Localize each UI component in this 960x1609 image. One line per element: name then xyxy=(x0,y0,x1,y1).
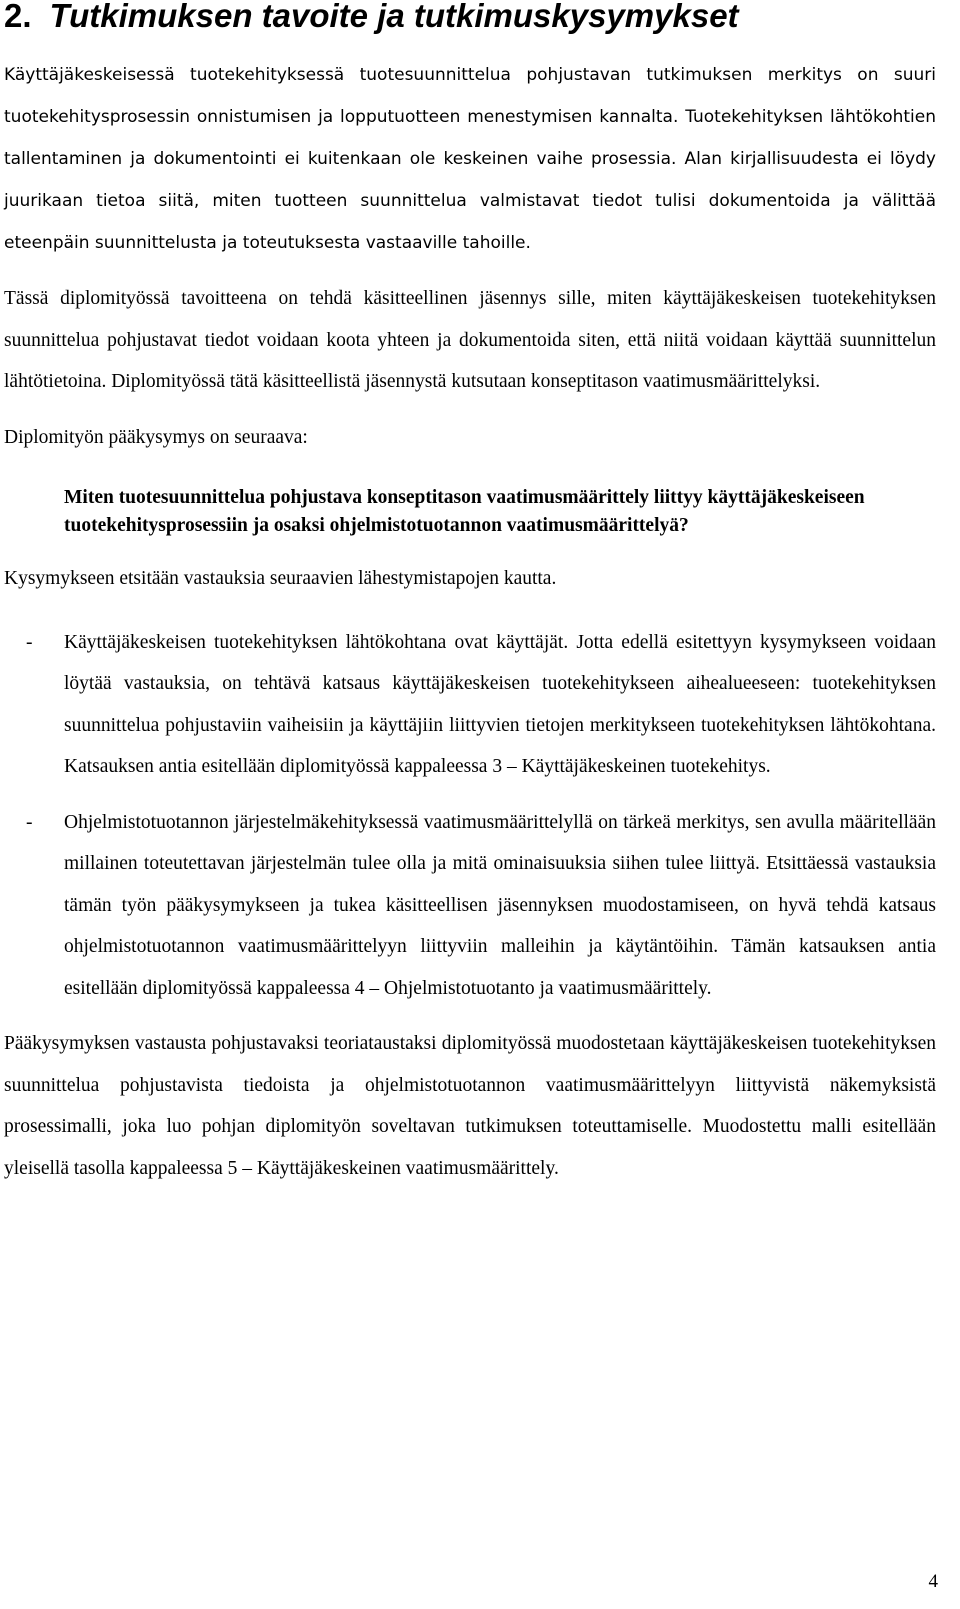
list-marker: - xyxy=(26,811,33,833)
list-item xyxy=(4,622,936,788)
paragraph-intro: Käyttäjäkeskeisessä tuotekehityksessä tuotesuunnittelua pohjustavan tutkimuksen merkitys on suuri tuotekehitysprosessin onnistumisen ja lopputuotteen menestymisen kannalta. Tuotekehityksen lähtökohtien tallentaminen ja dokumentointi ei kuitenkaan ole keskeinen vaihe prosessia. Alan kirjallisuudesta ei löydy juurikaan tietoa siitä, miten tuotteen suunnittelua valmistavat tiedot tulisi dokumentoida ja välittää eteenpäin suunnittelusta ja toteutuksesta vastaaville tahoille. xyxy=(4,65,936,253)
research-question: Miten tuotesuunnittelua pohjustava konseptitason vaatimusmäärittely liittyy käyttäjäkeskeiseen tuotekehitysprosessiin ja osaksi ohjelmistotuotannon vaatimusmäärittelyä? xyxy=(64,487,865,536)
list-item xyxy=(4,802,936,1010)
paragraph-goal: Tässä diplomityössä tavoitteena on tehdä käsitteellinen jäsennys sille, miten käyttäjäkeskeisen tuotekehityksen suunnittelua pohjustavat tiedot voidaan koota yhteen ja dokumentoida siten, että niitä voidaan käyttää suunnittelun lähtötietoina. Diplomityössä tätä käsitteellistä jäsennystä kutsutaan konseptitason vaatimusmäärittelyksi. xyxy=(4,288,936,392)
approach-list xyxy=(4,622,936,1010)
spacer xyxy=(4,403,936,417)
paragraph-theory: Pääkysymyksen vastausta pohjustavaksi teoriataustaksi diplomityössä muodostetaan käyttäjäkeskeisen tuotekehityksen suunnittelua pohjustavista tiedoista ja ohjelmistotuotannon vaatimusmäärittelyyn liittyvistä näkemyksistä prosessimalli, joka luo pohjan diplomityön soveltavan tutkimuksen toteuttamiselle. Muodostettu malli esitellään yleisellä tasolla kappaleessa 5 – Käyttäjäkeskeinen vaatimusmäärittely. xyxy=(4,1033,936,1179)
spacer xyxy=(4,264,936,278)
paragraph-question-intro: Diplomityön pääkysymys on seuraava: xyxy=(4,426,308,448)
list-item-text: Ohjelmistotuotannon järjestelmäkehityksessä vaatimusmäärittelyllä on tärkeä merkitys, sen avulla määritellään millainen toteutettavan järjestelmän tulee olla ja mitä ominaisuuksia siihen tulee liittyä. Etsittäessä vastauksia tämän työn pääkysymykseen ja tukea käsitteellisen jäsennyksen muodostamiseen, on hyvä tehdä katsaus ohjelmistotuotannon vaatimusmäärittelyyn liittyviin malleihin ja käytäntöihin. Tämän katsauksen antia esitellään diplomityössä kappaleessa 4 – Ohjelmistotuotanto ja vaatimusmäärittely. xyxy=(64,811,936,999)
list-marker: - xyxy=(26,631,33,653)
page-number: 4 xyxy=(928,1571,938,1592)
section-title: Tutkimuksen tavoite ja tutkimuskysymykset xyxy=(49,0,739,34)
list-item-text: Käyttäjäkeskeisen tuotekehityksen lähtökohtana ovat käyttäjät. Jotta edellä esitettyyn kysymykseen voidaan löytää vastauksia, on tehtävä katsaus käyttäjäkeskeisen tuotekehitykseen aihealueeseen: tuotekehityksen suunnittelua pohjustaviin vaiheisiin ja käyttäjiin liittyvien tietojen merkitykseen tuotekehityksen lähtökohtana. Katsauksen antia esitellään diplomityössä kappaleessa 3 – Käyttäjäkeskeinen tuotekehitys. xyxy=(64,631,936,777)
spacer xyxy=(4,540,936,558)
section-heading xyxy=(4,0,936,36)
spacer xyxy=(4,1009,936,1023)
paragraph-approaches: Kysymykseen etsitään vastauksia seuraavien lähestymistapojen kautta. xyxy=(4,568,557,589)
section-number: 2. xyxy=(4,0,32,34)
